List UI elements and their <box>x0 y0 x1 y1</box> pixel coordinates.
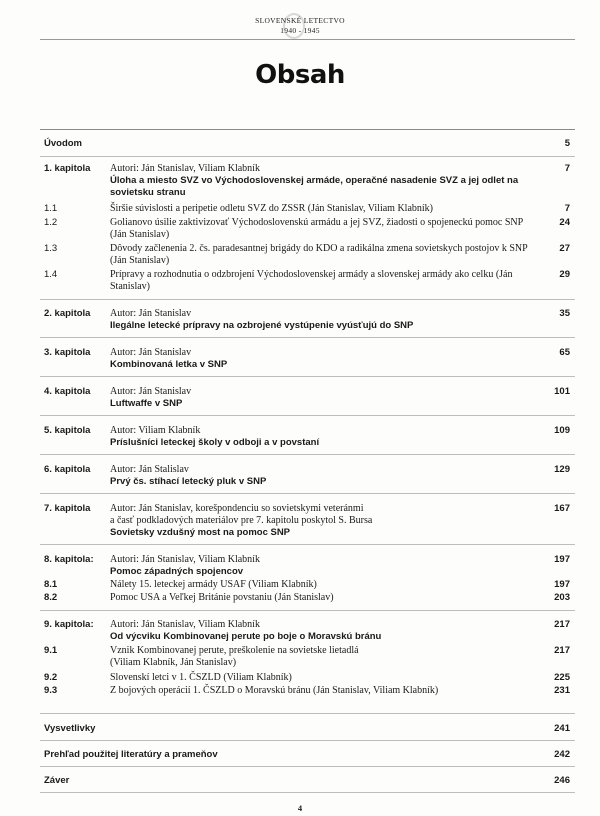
title-divider <box>40 129 575 130</box>
chapter-title: Luftwaffe v SNP <box>110 398 183 409</box>
chapter-number: 1. kapitola <box>44 163 91 174</box>
chapter-author: Autor: Ján Stanislav <box>110 308 192 319</box>
section-number: 8.1 <box>44 579 58 590</box>
chapter-title: Úloha a miesto SVZ vo Východoslovenskej armáde, operačné nasadenie SVZ a jej odlet na sovietsku stranu <box>110 175 519 198</box>
chapter-author: Autori: Ján Stanislav, Viliam Klabník <box>110 163 260 174</box>
toc-label: Prehľad použitej literatúry a prameňov <box>44 749 218 760</box>
section-title: Pomoc USA a Veľkej Británie povstaniu (Ján Stanislav) <box>110 592 334 603</box>
chapter-number: 7. kapitola <box>44 503 91 514</box>
divider <box>40 713 575 714</box>
chapter-title: Od výcviku Kombinovanej perute po boje o Moravskú bránu <box>110 631 382 642</box>
toc-page: 203 <box>554 592 570 603</box>
chapter-author: Autor: Ján Stanislav, korešpondenciu so sovietskymi veteránmi <box>110 503 364 514</box>
section-title: Vznik Kombinovanej perute, preškolenie na sovietske lietadlá <box>110 645 359 656</box>
toc-page: 217 <box>554 645 570 656</box>
chapter-author: Autor: Viliam Klabník <box>110 425 201 436</box>
section-title-cont: (Viliam Klabník, Ján Stanislav) <box>110 657 237 668</box>
section-number: 1.1 <box>44 203 58 214</box>
chapter-author: Autor: Ján Stalislav <box>110 464 189 475</box>
toc-page: 101 <box>554 386 570 397</box>
toc-page: 225 <box>554 672 570 683</box>
section-number: 1.3 <box>44 243 58 254</box>
chapter-number: 6. kapitola <box>44 464 91 475</box>
section-number: 8.2 <box>44 592 58 603</box>
chapter-author-note: a časť podkladových materiálov pre 7. kapitolu poskytol S. Bursa <box>110 515 373 526</box>
chapter-title: Kombinovaná letka v SNP <box>110 359 228 370</box>
toc-page: 231 <box>554 685 570 696</box>
toc-page: 241 <box>554 723 570 734</box>
chapter-author: Autor: Ján Stanislav <box>110 386 192 397</box>
divider <box>40 610 575 611</box>
header-rule <box>40 39 575 40</box>
divider <box>40 337 575 338</box>
toc-page: 197 <box>554 579 570 590</box>
toc-page: 217 <box>554 619 570 630</box>
chapter-number: 8. kapitola: <box>44 554 94 565</box>
toc-page: 7 <box>564 203 570 214</box>
section-title: Z bojových operácií 1. ČSZLD o Moravskú bránu (Ján Stanislav, Viliam Klabník) <box>110 685 439 696</box>
divider <box>40 766 575 767</box>
section-number: 9.2 <box>44 672 58 683</box>
section-number: 9.3 <box>44 685 58 696</box>
section-title: Slovenskí letci v 1. ČSZLD (Viliam Klabník) <box>110 672 292 683</box>
toc-page: 27 <box>559 243 570 254</box>
chapter-author: Autor: Ján Stanislav <box>110 347 192 358</box>
chapter-author: Autori: Ján Stanislav, Viliam Klabník <box>110 619 260 630</box>
toc-page: 167 <box>554 503 570 514</box>
header-years: 1940 - 1945 <box>280 26 320 35</box>
section-title: Golianovo úsilie zaktivizovať Východoslovenskú armádu a jej SVZ, žiadosti o spojeneckú pomoc SNP (Ján Stanislav) <box>110 217 523 240</box>
toc-page: 24 <box>559 217 570 228</box>
divider <box>40 493 575 494</box>
toc-page: 5 <box>564 138 570 149</box>
section-number: 1.4 <box>44 269 58 280</box>
chapter-number: 2. kapitola <box>44 308 91 319</box>
section-title: Dôvody začlenenia 2. čs. paradesantnej brigády do KDO a radikálna zmena sovietskych postojov k SNP (Ján Stanislav) <box>110 243 528 266</box>
divider <box>40 376 575 377</box>
chapter-title: Pomoc západných spojencov <box>110 566 244 577</box>
toc-page: 197 <box>554 554 570 565</box>
chapter-author: Autori: Ján Stanislav, Viliam Klabník <box>110 554 260 565</box>
divider <box>40 299 575 300</box>
divider <box>40 415 575 416</box>
section-title: Nálety 15. leteckej armády USAF (Viliam Klabník) <box>110 579 317 590</box>
chapter-number: 9. kapitola: <box>44 619 94 630</box>
chapter-number: 3. kapitola <box>44 347 91 358</box>
header-title: SLOVENSKÉ LETECTVO <box>255 16 345 25</box>
toc-page: 109 <box>554 425 570 436</box>
section-number: 1.2 <box>44 217 58 228</box>
running-header <box>0 13 600 43</box>
chapter-title: Prvý čs. stíhací letecký pluk v SNP <box>110 476 267 487</box>
chapter-number: 5. kapitola <box>44 425 91 436</box>
page-title: Obsah <box>255 60 345 90</box>
toc-page: 35 <box>559 308 570 319</box>
divider <box>40 454 575 455</box>
toc-label: Úvodom <box>44 138 82 149</box>
section-number: 9.1 <box>44 645 58 656</box>
toc-page: 65 <box>559 347 570 358</box>
divider <box>40 156 575 157</box>
divider <box>40 792 575 793</box>
section-title: Prípravy a rozhodnutia o odzbrojení Východoslovenskej armády a slovenskej armády ako celku (Ján Stanislav) <box>110 269 513 292</box>
chapter-title: Sovietsky vzdušný most na pomoc SNP <box>110 527 291 538</box>
toc-page: 246 <box>554 775 570 786</box>
chapter-title: Ilegálne letecké prípravy na ozbrojené vystúpenie vyúsťujú do SNP <box>110 320 414 331</box>
toc-label: Vysvetlivky <box>44 723 96 734</box>
toc-label: Záver <box>44 775 70 786</box>
toc-page: 242 <box>554 749 570 760</box>
toc-page: 7 <box>564 163 570 174</box>
page-number: 4 <box>297 803 303 813</box>
toc-page: 29 <box>559 269 570 280</box>
section-title: Širšie súvislosti a peripetie odletu SVZ do ZSSR (Ján Stanislav, Viliam Klabník) <box>110 203 433 214</box>
chapter-number: 4. kapitola <box>44 386 91 397</box>
toc-page: 129 <box>554 464 570 475</box>
divider <box>40 740 575 741</box>
chapter-title: Príslušníci leteckej školy v odboji a v povstaní <box>110 437 320 448</box>
divider <box>40 544 575 545</box>
